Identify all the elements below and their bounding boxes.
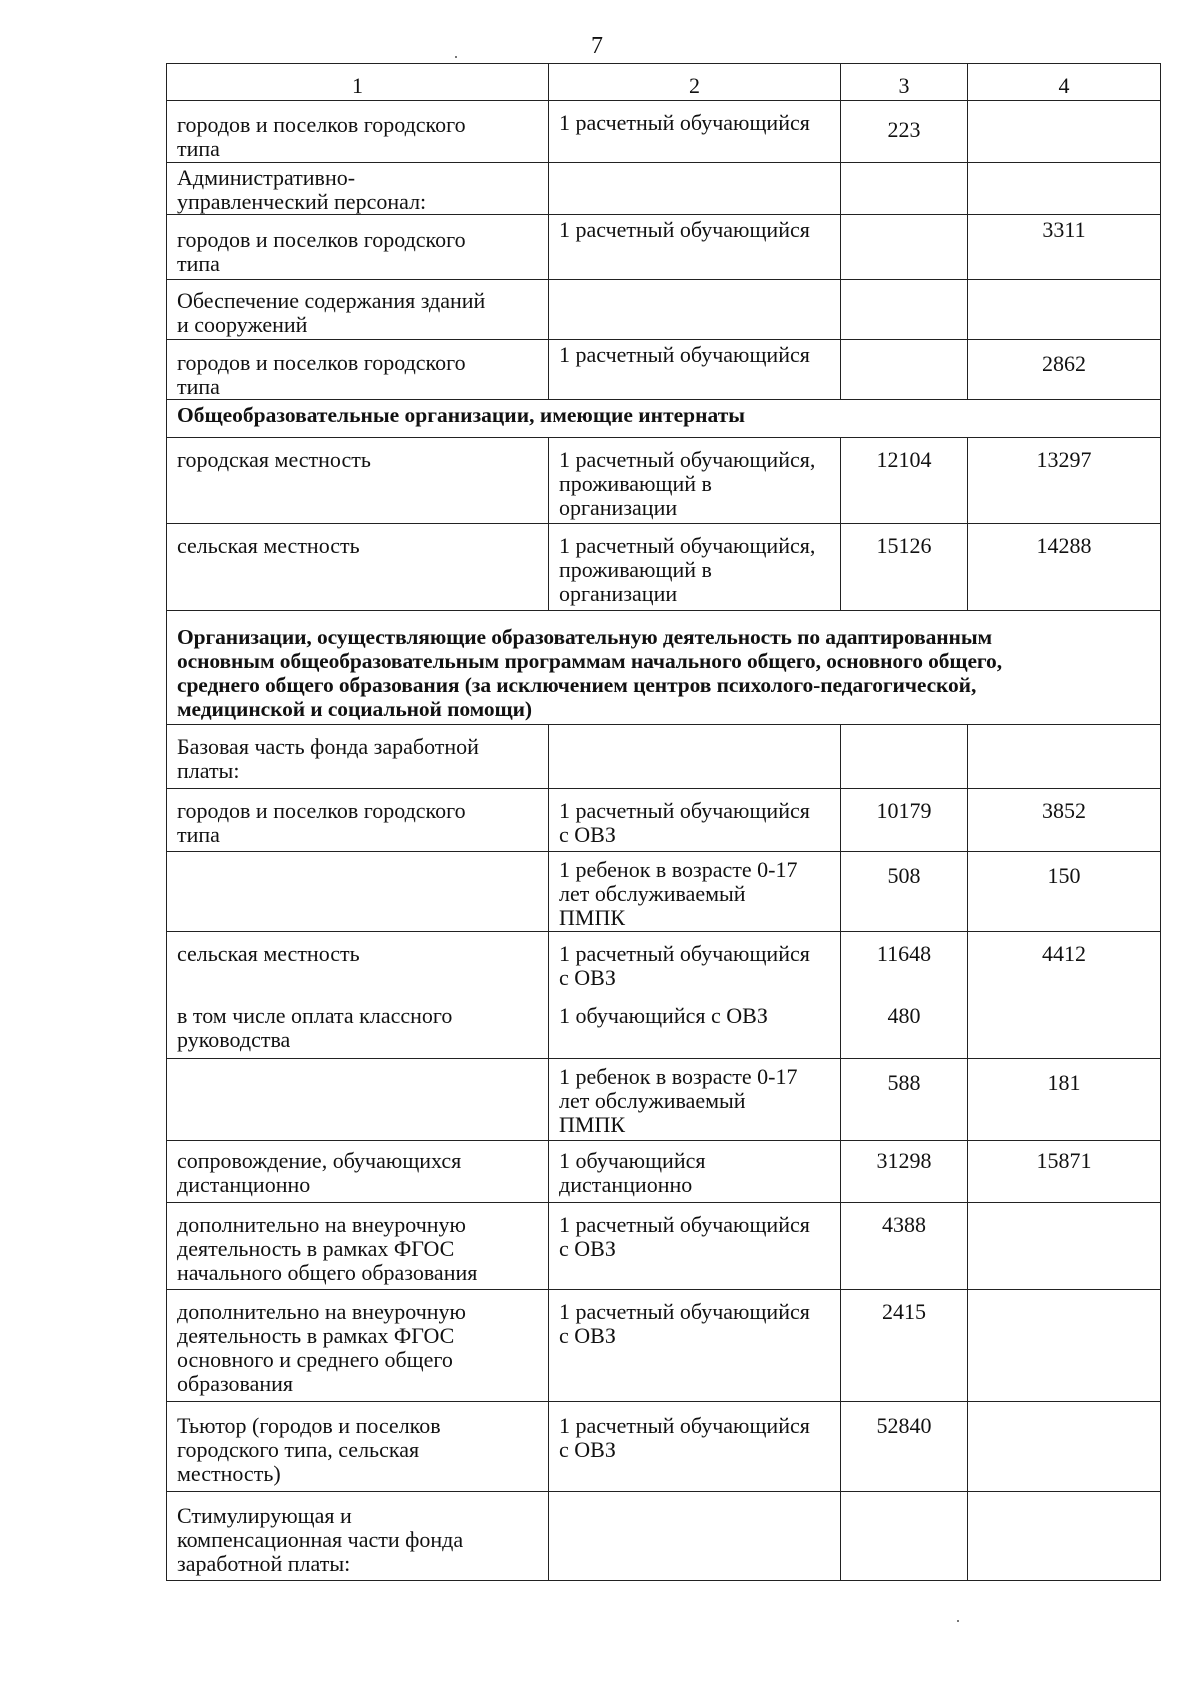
header-cell: 1 bbox=[167, 64, 549, 101]
value-col4: 150 bbox=[968, 852, 1161, 932]
value-col4 bbox=[968, 725, 1161, 789]
row-unit: 1 расчетный обучающийся с ОВЗ bbox=[549, 789, 841, 852]
table-row bbox=[167, 1203, 1161, 1290]
row-label: дополнительно на внеурочную деятельность в рамках ФГОС начального общего образования bbox=[167, 1203, 549, 1290]
value-col3: 31298 bbox=[841, 1141, 968, 1203]
section-heading: Организации, осуществляющие образовательную деятельность по адаптированным основным общеобразовательным программам начального общего, основного общего, среднего общего образования (за исключением центров психолого-педагогической, медицинской и социальной помощи) bbox=[167, 611, 1161, 725]
table-row bbox=[167, 1402, 1161, 1492]
value-col4: 3852 bbox=[968, 789, 1161, 852]
value-col4 bbox=[968, 1402, 1161, 1492]
table-row bbox=[167, 438, 1161, 524]
row-label: Стимулирующая и компенсационная части фонда заработной платы: bbox=[167, 1492, 549, 1581]
table-row bbox=[167, 1141, 1161, 1203]
table-row bbox=[167, 1290, 1161, 1402]
row-label: городская местность bbox=[167, 438, 549, 524]
value-col4: 13297 bbox=[968, 438, 1161, 524]
value-col4 bbox=[968, 1290, 1161, 1402]
scan-speck bbox=[957, 1620, 959, 1622]
value-col4: 15871 bbox=[968, 1141, 1161, 1203]
page-number: 7 bbox=[591, 33, 603, 59]
value-col4: 14288 bbox=[968, 524, 1161, 611]
value-col4 bbox=[968, 1203, 1161, 1290]
row-unit: 1 расчетный обучающийся bbox=[549, 101, 841, 163]
value-col4 bbox=[968, 1492, 1161, 1581]
value-col3: 2415 bbox=[841, 1290, 968, 1402]
row-unit: 1 расчетный обучающийся bbox=[549, 215, 841, 280]
row-unit: 1 обучающийся дистанционно bbox=[549, 1141, 841, 1203]
row-unit: 1 расчетный обучающийся, проживающий в организации bbox=[549, 524, 841, 611]
value-col4: 4412 bbox=[968, 932, 1161, 1059]
value-col4 bbox=[968, 101, 1161, 163]
row-label bbox=[167, 852, 549, 932]
value-col4 bbox=[968, 163, 1161, 215]
table-row bbox=[167, 789, 1161, 852]
table-row bbox=[167, 852, 1161, 932]
header-cell: 2 bbox=[549, 64, 841, 101]
section-row bbox=[167, 400, 1161, 438]
row-unit: 1 ребенок в возрасте 0-17 лет обслуживаемый ПМПК bbox=[549, 1059, 841, 1141]
row-label: дополнительно на внеурочную деятельность в рамках ФГОС основного и среднего общего образования bbox=[167, 1290, 549, 1402]
table-row bbox=[167, 524, 1161, 611]
row-unit: 1 расчетный обучающийся с ОВЗ 1 обучающийся с ОВЗ bbox=[549, 932, 841, 1059]
row-unit: 1 расчетный обучающийся bbox=[549, 340, 841, 400]
table-row bbox=[167, 280, 1161, 340]
row-label bbox=[167, 1059, 549, 1141]
row-unit bbox=[549, 725, 841, 789]
table-row bbox=[167, 1059, 1161, 1141]
value-col3: 15126 bbox=[841, 524, 968, 611]
value-col3 bbox=[841, 725, 968, 789]
row-unit bbox=[549, 1492, 841, 1581]
table-row bbox=[167, 163, 1161, 215]
header-cell: 4 bbox=[968, 64, 1161, 101]
table-header-row bbox=[167, 64, 1161, 101]
value-col4: 3311 bbox=[968, 215, 1161, 280]
section-row bbox=[167, 611, 1161, 725]
value-col3: 10179 bbox=[841, 789, 968, 852]
table-row bbox=[167, 1492, 1161, 1581]
scan-speck bbox=[455, 56, 457, 58]
row-label: Тьютор (городов и поселков городского типа, сельская местность) bbox=[167, 1402, 549, 1492]
row-unit: 1 расчетный обучающийся с ОВЗ bbox=[549, 1203, 841, 1290]
value-col4: 2862 bbox=[968, 340, 1161, 400]
row-unit bbox=[549, 280, 841, 340]
value-col3 bbox=[841, 1492, 968, 1581]
row-label: Обеспечение содержания зданий и сооружений bbox=[167, 280, 549, 340]
row-label: сельская местность в том числе оплата классного руководства bbox=[167, 932, 549, 1059]
table-row bbox=[167, 215, 1161, 280]
value-col4 bbox=[968, 280, 1161, 340]
value-col3: 588 bbox=[841, 1059, 968, 1141]
row-label: городов и поселков городского типа bbox=[167, 215, 549, 280]
row-label: городов и поселков городского типа bbox=[167, 789, 549, 852]
value-col3: 12104 bbox=[841, 438, 968, 524]
row-unit: 1 расчетный обучающийся с ОВЗ bbox=[549, 1402, 841, 1492]
row-unit: 1 расчетный обучающийся, проживающий в организации bbox=[549, 438, 841, 524]
data-table bbox=[166, 63, 1161, 1581]
row-unit: 1 расчетный обучающийся с ОВЗ bbox=[549, 1290, 841, 1402]
table-row bbox=[167, 725, 1161, 789]
row-label: Базовая часть фонда заработной платы: bbox=[167, 725, 549, 789]
section-heading: Общеобразовательные организации, имеющие интернаты bbox=[167, 400, 1161, 438]
row-unit bbox=[549, 163, 841, 215]
value-col3: 4388 bbox=[841, 1203, 968, 1290]
value-col3 bbox=[841, 215, 968, 280]
value-col3: 508 bbox=[841, 852, 968, 932]
row-label: городов и поселков городского типа bbox=[167, 101, 549, 163]
row-label: городов и поселков городского типа bbox=[167, 340, 549, 400]
value-col4: 181 bbox=[968, 1059, 1161, 1141]
value-col3 bbox=[841, 280, 968, 340]
row-label: сельская местность bbox=[167, 524, 549, 611]
table-row bbox=[167, 932, 1161, 1059]
value-col3: 223 bbox=[841, 101, 968, 163]
value-col3: 52840 bbox=[841, 1402, 968, 1492]
header-cell: 3 bbox=[841, 64, 968, 101]
value-col3 bbox=[841, 163, 968, 215]
row-label: Административно- управленческий персонал: bbox=[167, 163, 549, 215]
value-col3 bbox=[841, 340, 968, 400]
table-row bbox=[167, 340, 1161, 400]
table-row bbox=[167, 101, 1161, 163]
row-label: сопровождение, обучающихся дистанционно bbox=[167, 1141, 549, 1203]
row-unit: 1 ребенок в возрасте 0-17 лет обслуживаемый ПМПК bbox=[549, 852, 841, 932]
value-col3: 11648 480 bbox=[841, 932, 968, 1059]
